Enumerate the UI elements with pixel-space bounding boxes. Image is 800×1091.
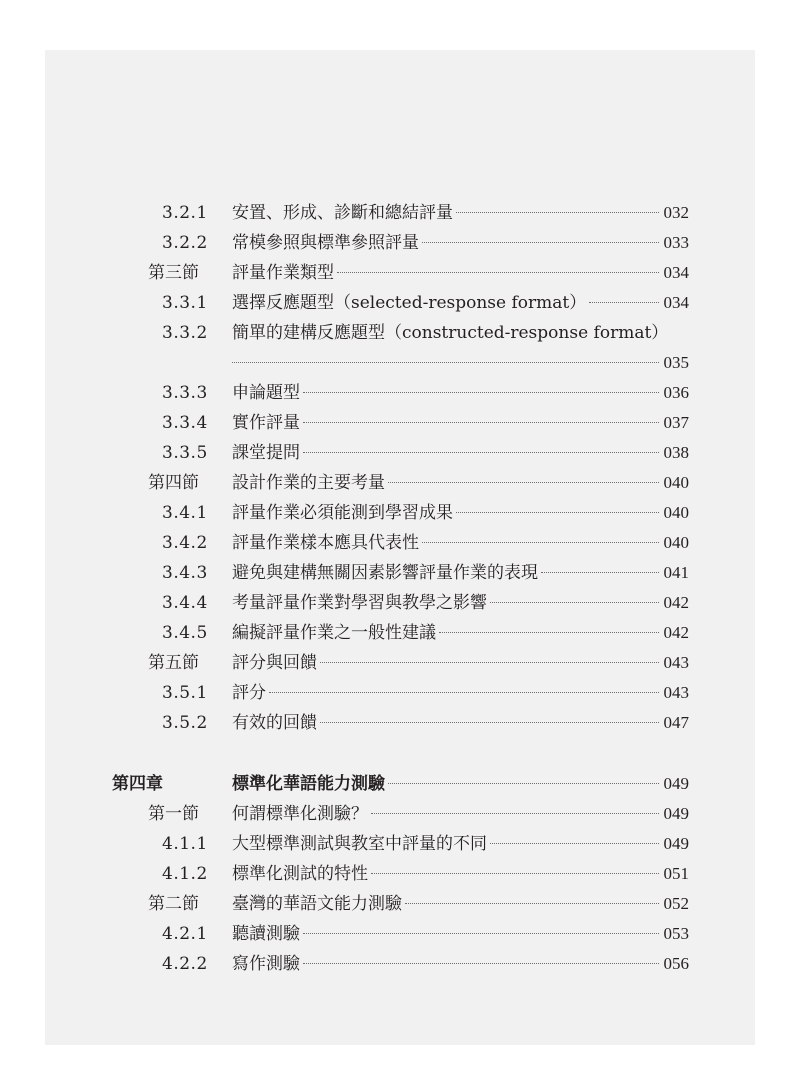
toc-entry [0, 588, 800, 618]
section-number: 4.2.1 [162, 924, 208, 944]
page-number: 037 [663, 413, 689, 432]
entry-title: 標準化測試的特性 [232, 864, 368, 884]
page-number: 049 [663, 804, 689, 823]
toc-entry [0, 408, 800, 438]
toc-entry [0, 889, 800, 919]
page-number: 040 [663, 473, 689, 492]
dot-leader [388, 481, 659, 483]
dot-leader [490, 601, 659, 603]
page-number: 032 [663, 203, 689, 222]
page-number: 043 [663, 683, 689, 702]
entry-title: 簡單的建構反應題型（constructed-response format） [232, 323, 669, 343]
section-number: 3.5.2 [162, 713, 208, 733]
toc-entry [0, 258, 800, 288]
toc-entry [0, 228, 800, 258]
page-number: 052 [663, 894, 689, 913]
dot-leader [439, 631, 659, 633]
page-number: 038 [663, 443, 689, 462]
entry-title: 選擇反應題型（selected-response format） [232, 293, 587, 313]
section-number: 3.5.1 [162, 683, 208, 703]
section-number: 4.1.2 [162, 864, 208, 884]
entry-title: 有效的回饋 [232, 713, 317, 733]
toc-entry [0, 678, 800, 708]
toc-entry [0, 799, 800, 829]
page-number: 056 [663, 954, 689, 973]
toc-entry [0, 859, 800, 889]
section-number: 第三節 [148, 263, 199, 283]
toc-entry [0, 438, 800, 468]
entry-title: 評分與回饋 [232, 653, 317, 673]
toc-entry [0, 498, 800, 528]
section-number: 4.2.2 [162, 954, 208, 974]
dot-leader [388, 782, 659, 784]
section-number: 3.2.2 [162, 233, 208, 253]
entry-title: 何謂標準化測驗？ [232, 804, 368, 824]
page-number: 040 [663, 533, 689, 552]
page-number: 047 [663, 713, 689, 732]
toc-entry [0, 528, 800, 558]
entry-title: 安置、形成、診斷和總結評量 [232, 203, 453, 223]
toc-entry [0, 198, 800, 228]
section-number: 第五節 [148, 653, 199, 673]
dot-leader [320, 721, 659, 723]
entry-title: 寫作測驗 [232, 954, 300, 974]
page-number: 041 [663, 563, 689, 582]
section-number: 3.4.4 [162, 593, 208, 613]
section-number: 第二節 [148, 894, 199, 914]
entry-title: 評量作業必須能測到學習成果 [232, 503, 453, 523]
chapter-title: 標準化華語能力測驗 [232, 774, 385, 794]
toc-entry [0, 378, 800, 408]
entry-title: 評分 [232, 683, 266, 703]
page-number: 049 [663, 834, 689, 853]
section-number: 4.1.1 [162, 834, 208, 854]
section-number: 3.3.4 [162, 413, 208, 433]
entry-title: 考量評量作業對學習與教學之影響 [232, 593, 487, 613]
chapter-number: 第四章 [112, 774, 163, 794]
dot-leader [269, 691, 659, 693]
page-number: 036 [663, 383, 689, 402]
dot-leader [456, 211, 659, 213]
toc-entry [0, 708, 800, 738]
page-number: 053 [663, 924, 689, 943]
dot-leader [371, 872, 659, 874]
entry-title: 常模參照與標準參照評量 [232, 233, 419, 253]
page-number: 035 [663, 353, 689, 372]
entry-title: 聽讀測驗 [232, 924, 300, 944]
entry-title: 評量作業類型 [232, 263, 334, 283]
page-number: 043 [663, 653, 689, 672]
dot-leader [303, 451, 659, 453]
dot-leader [456, 511, 659, 513]
section-number: 3.3.2 [162, 323, 208, 343]
page-number: 034 [663, 293, 689, 312]
toc-entry [0, 648, 800, 678]
toc-entry [0, 618, 800, 648]
toc-entry [0, 919, 800, 949]
page-number: 051 [663, 864, 689, 883]
page-number: 042 [663, 593, 689, 612]
entry-title: 申論題型 [232, 383, 300, 403]
dot-leader [541, 571, 659, 573]
dot-leader [337, 271, 659, 273]
toc-entry [0, 288, 800, 318]
dot-leader [320, 661, 659, 663]
page-number: 049 [663, 774, 689, 793]
entry-title: 避免與建構無關因素影響評量作業的表現 [232, 563, 538, 583]
toc-entry [0, 829, 800, 859]
page-number: 040 [663, 503, 689, 522]
section-number: 3.4.5 [162, 623, 208, 643]
section-number: 第一節 [148, 804, 199, 824]
dot-leader [303, 421, 659, 423]
dot-leader [490, 842, 659, 844]
toc-entry [0, 558, 800, 588]
dot-leader [371, 812, 659, 814]
section-number: 3.3.5 [162, 443, 208, 463]
entry-title: 評量作業樣本應具代表性 [232, 533, 419, 553]
section-number: 3.3.3 [162, 383, 208, 403]
section-number: 3.3.1 [162, 293, 208, 313]
entry-title: 實作評量 [232, 413, 300, 433]
dot-leader [232, 361, 659, 363]
dot-leader [405, 902, 659, 904]
dot-leader [303, 962, 659, 964]
dot-leader [422, 241, 659, 243]
entry-title: 大型標準測試與教室中評量的不同 [232, 834, 487, 854]
dot-leader [589, 301, 658, 303]
page-number: 042 [663, 623, 689, 642]
entry-title: 編擬評量作業之一般性建議 [232, 623, 436, 643]
entry-title: 課堂提問 [232, 443, 300, 463]
entry-title: 臺灣的華語文能力測驗 [232, 894, 402, 914]
section-number: 3.4.3 [162, 563, 208, 583]
section-number: 第四節 [148, 473, 199, 493]
dot-leader [303, 932, 659, 934]
toc-entry [0, 468, 800, 498]
dot-leader [303, 391, 659, 393]
page-number: 033 [663, 233, 689, 252]
toc-entry [0, 318, 800, 348]
page-number: 034 [663, 263, 689, 282]
toc-entry-continuation [0, 348, 800, 378]
section-number: 3.4.1 [162, 503, 208, 523]
toc-entry [0, 949, 800, 979]
section-number: 3.4.2 [162, 533, 208, 553]
toc-chapter-entry [0, 769, 800, 799]
section-number: 3.2.1 [162, 203, 208, 223]
entry-title: 設計作業的主要考量 [232, 473, 385, 493]
dot-leader [422, 541, 659, 543]
